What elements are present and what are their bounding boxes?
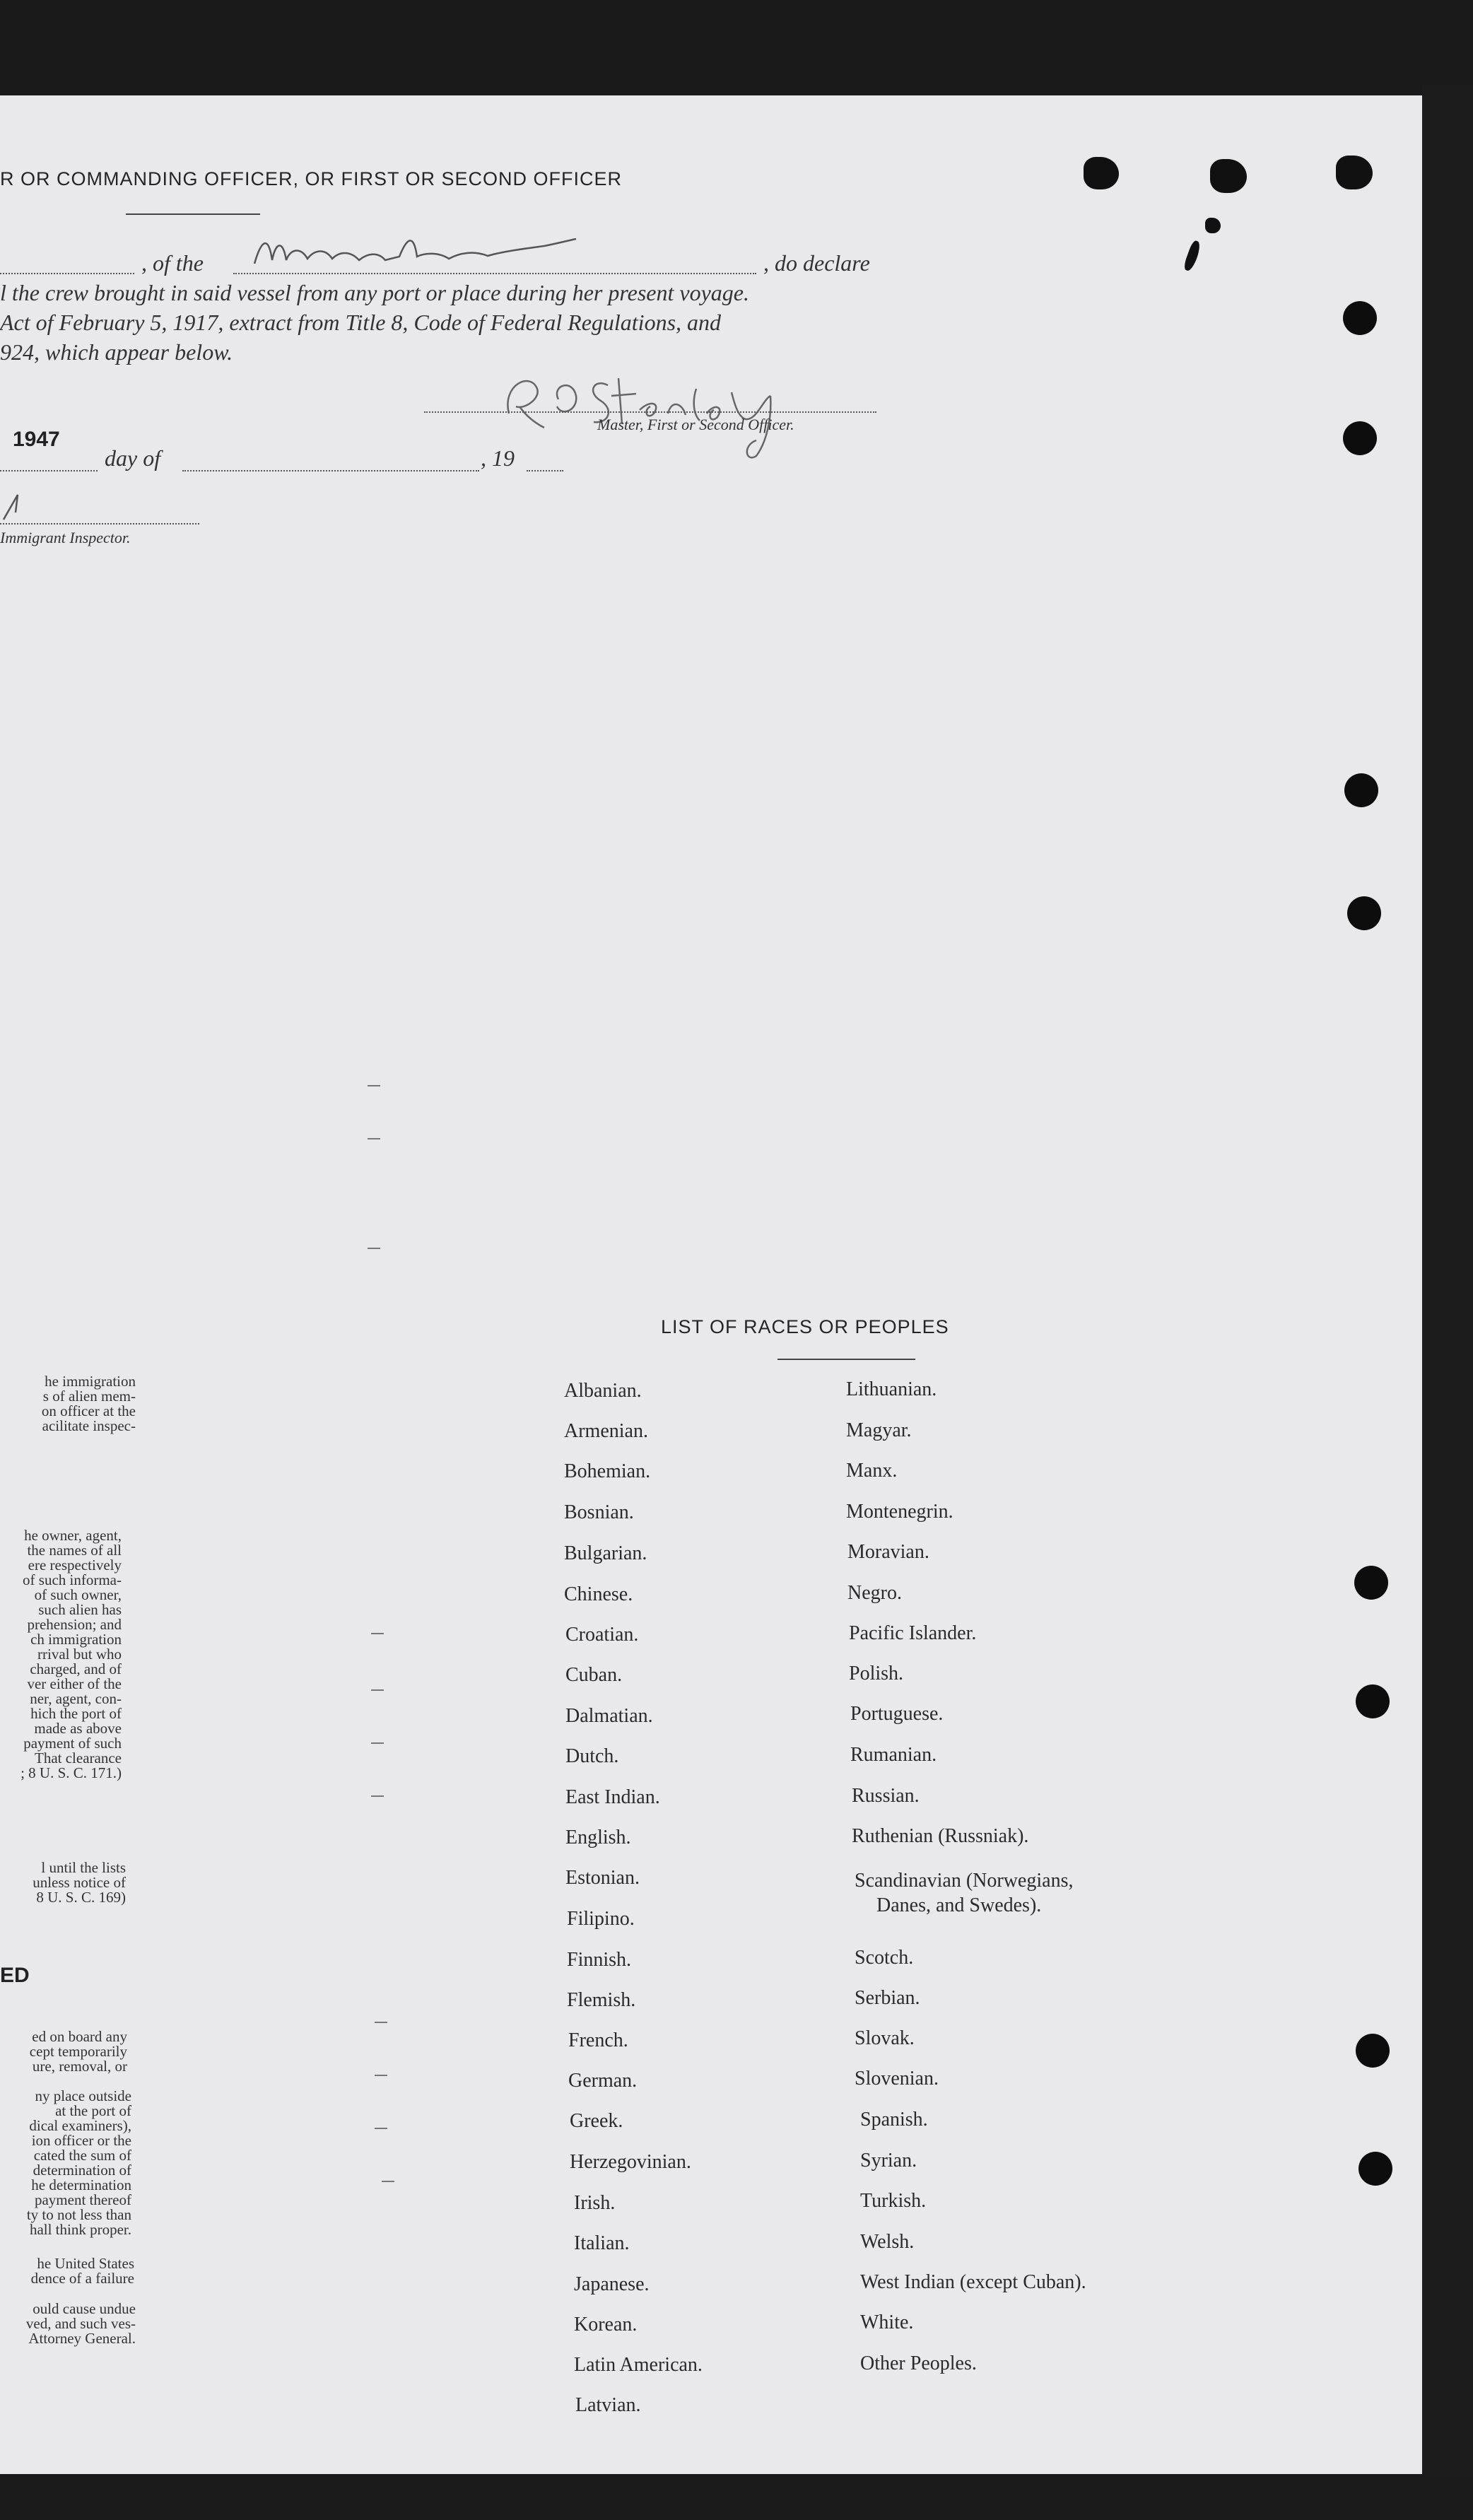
list-item: Turkish. [860, 2190, 927, 2212]
text-fragment: ch immigration [30, 1631, 122, 1648]
page-title: R OR COMMANDING OFFICER, OR FIRST OR SECOND OFFICER [0, 168, 623, 189]
text-fragment: hich the port of [30, 1705, 122, 1722]
scan-border-right [1422, 85, 1473, 2520]
list-item: French. [568, 2029, 628, 2051]
races-list-title: LIST OF RACES OR PEOPLES [661, 1316, 949, 1337]
list-item: Scandinavian (Norwegians, [855, 1870, 1074, 1892]
text-fragment: ner, agent, con- [30, 1690, 122, 1707]
text-fragment: dence of a failure [30, 2270, 134, 2287]
list-item: Finnish. [567, 1949, 632, 1971]
text-fragment: on officer at the [41, 1402, 136, 1419]
list-item: Greek. [570, 2110, 623, 2132]
list-item: Estonian. [565, 1867, 640, 1889]
faint-dash [382, 2181, 394, 2182]
list-item: Herzegovinian. [570, 2151, 691, 2173]
list-item: Croatian. [565, 1624, 639, 1646]
text-fragment: Attorney General. [28, 2330, 136, 2347]
text-fragment: That clearance [35, 1750, 122, 1766]
text-fragment: charged, and of [30, 1660, 122, 1677]
text-fragment: ed on board any [32, 2028, 127, 2045]
list-item: Other Peoples. [860, 2352, 977, 2374]
text-fragment: ould cause undue [33, 2300, 136, 2317]
day-blank-line [0, 470, 98, 471]
text-fragment: determination of [33, 2162, 131, 2179]
year-blank-line [527, 470, 563, 471]
list-item: Ruthenian (Russniak). [852, 1825, 1029, 1847]
inspector-caption: Immigrant Inspector. [0, 529, 131, 546]
faint-dash [368, 1085, 380, 1086]
list-item: Negro. [847, 1582, 902, 1604]
faint-dash [371, 1633, 384, 1634]
list-item: Bosnian. [564, 1501, 634, 1523]
faint-dash [368, 1138, 380, 1139]
punch-hole [1343, 421, 1377, 455]
list-item: Latin American. [574, 2354, 703, 2376]
text-fragment: at the port of [55, 2102, 131, 2119]
faint-dash [375, 2075, 387, 2076]
inspector-blank-line [0, 523, 199, 524]
master-signature [495, 357, 891, 463]
text-fragment: the names of all [27, 1542, 122, 1559]
faint-dash [375, 2128, 387, 2129]
list-item: Korean. [574, 2314, 638, 2336]
faint-dash [371, 1689, 384, 1691]
list-item: Serbian. [855, 1987, 920, 2009]
list-item: Magyar. [846, 1419, 912, 1441]
text-fragment: ure, removal, or [32, 2058, 127, 2075]
text-fragment: ere respectively [28, 1557, 122, 1573]
section-heading-fragment: ED [0, 1964, 30, 1987]
text-fragment: acilitate inspec- [42, 1417, 136, 1434]
list-item: Montenegrin. [846, 1501, 953, 1523]
faint-dash [371, 1742, 384, 1744]
list-item: Welsh. [860, 2231, 915, 2253]
name-blank-line [0, 273, 134, 274]
list-item: Russian. [852, 1785, 920, 1807]
inspector-initial-mark [0, 488, 28, 527]
list-item: Bulgarian. [564, 1542, 647, 1564]
faint-dash [371, 1795, 384, 1797]
day-of-text: day of [105, 445, 161, 471]
list-item: Slovenian. [855, 2068, 939, 2090]
text-fragment: ion officer or the [31, 2132, 131, 2149]
text-fragment: dical examiners), [29, 2117, 131, 2134]
ink-blot [1210, 159, 1247, 193]
faint-dash [368, 1248, 380, 1249]
list-item: Moravian. [847, 1541, 929, 1563]
text-fragment: he United States [37, 2255, 134, 2272]
master-signature-caption: Master, First or Second Officer. [597, 416, 794, 433]
text-fragment: rrival but who [37, 1646, 122, 1663]
ink-blot [1336, 156, 1373, 189]
list-item: Albanian. [564, 1380, 642, 1402]
text-fragment: made as above [34, 1720, 122, 1737]
faint-dash [375, 2022, 387, 2023]
scan-border-bottom [0, 2474, 1473, 2520]
list-item: Bohemian. [564, 1460, 651, 1482]
text-fragment: he determination [31, 2176, 131, 2193]
list-item: White. [860, 2311, 914, 2333]
year-stamp: 1947 [13, 428, 60, 451]
list-item: Pacific Islander. [849, 1622, 977, 1644]
declaration-line-3: Act of February 5, 1917, extract from Title 8, Code of Federal Regulations, and [0, 310, 722, 335]
list-item: Scotch. [855, 1947, 914, 1969]
text-fragment: ny place outside [35, 2087, 131, 2104]
text-fragment: he owner, agent, [24, 1527, 122, 1544]
punch-hole [1356, 1684, 1390, 1718]
do-declare-text: , do declare [763, 250, 870, 276]
list-item: Danes, and Swedes). [876, 1894, 1042, 1916]
list-item: Slovak. [855, 2027, 915, 2049]
signature-line [424, 411, 876, 413]
list-item: West Indian (except Cuban). [860, 2271, 1086, 2293]
text-fragment: ved, and such ves- [25, 2315, 136, 2332]
list-item: Japanese. [574, 2273, 650, 2295]
punch-hole [1358, 2152, 1392, 2186]
text-fragment: of such informa- [23, 1571, 122, 1588]
list-item: Flemish. [567, 1989, 636, 2011]
list-item: Lithuanian. [846, 1378, 937, 1400]
text-fragment: cated the sum of [33, 2147, 131, 2164]
text-fragment: such alien has [38, 1601, 122, 1618]
text-fragment: payment of such [23, 1735, 122, 1752]
text-fragment: prehension; and [27, 1616, 122, 1633]
text-fragment: hall think proper. [29, 2221, 131, 2238]
title-underline [126, 213, 260, 215]
punch-hole [1344, 773, 1378, 807]
declaration-line-2: l the crew brought in said vessel from any port or place during her present voyage. [0, 280, 749, 305]
list-item: Dutch. [565, 1745, 619, 1767]
list-item: Cuban. [565, 1664, 623, 1686]
text-fragment: 8 U. S. C. 169) [36, 1889, 126, 1906]
list-item: German. [568, 2070, 638, 2092]
list-item: Manx. [846, 1460, 898, 1482]
text-fragment: ver either of the [27, 1675, 122, 1692]
nineteen-text: , 19 [481, 445, 515, 471]
list-item: Chinese. [564, 1583, 633, 1605]
list-item: Italian. [574, 2232, 630, 2254]
list-item: East Indian. [565, 1786, 660, 1808]
text-fragment: ty to not less than [26, 2206, 131, 2223]
vessel-name-handwriting [247, 225, 587, 274]
punch-hole [1356, 2034, 1390, 2068]
punch-hole [1354, 1566, 1388, 1600]
list-item: Dalmatian. [565, 1705, 653, 1727]
list-item: Filipino. [567, 1908, 635, 1930]
text-fragment: payment thereof [34, 2191, 131, 2208]
text-fragment: he immigration [45, 1373, 136, 1390]
month-blank-line [182, 470, 479, 471]
punch-hole [1347, 896, 1381, 930]
list-item: Spanish. [860, 2109, 928, 2131]
text-fragment: unless notice of [33, 1874, 126, 1891]
of-the-text: , of the [141, 250, 204, 276]
ink-blot [1084, 157, 1119, 189]
text-fragment: cept temporarily [29, 2043, 127, 2060]
text-fragment: s of alien mem- [42, 1388, 136, 1405]
list-item: Polish. [849, 1663, 904, 1684]
list-item: Portuguese. [850, 1703, 944, 1725]
text-fragment: of such owner, [34, 1586, 122, 1603]
list-item: Rumanian. [850, 1744, 937, 1766]
list-item: Irish. [574, 2192, 616, 2214]
ink-blot [1205, 218, 1221, 233]
declaration-line-4: 924, which appear below. [0, 339, 233, 365]
text-fragment: l until the lists [41, 1859, 126, 1876]
vessel-blank-line [233, 273, 756, 274]
list-item: English. [565, 1827, 631, 1848]
races-title-underline [777, 1359, 915, 1360]
punch-hole [1343, 301, 1377, 335]
list-item: Armenian. [564, 1420, 648, 1442]
scan-border-top [0, 0, 1473, 99]
text-fragment: ; 8 U. S. C. 171.) [20, 1764, 122, 1781]
list-item: Syrian. [860, 2150, 917, 2172]
list-item: Latvian. [575, 2394, 641, 2416]
